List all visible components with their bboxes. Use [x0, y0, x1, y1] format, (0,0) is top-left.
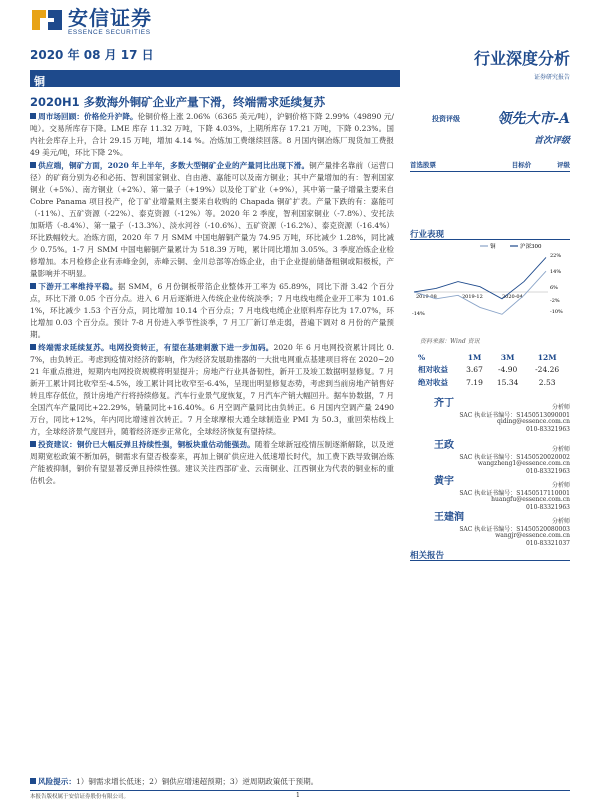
- table-header-cell: 1M: [467, 353, 482, 362]
- table-row: [418, 376, 568, 389]
- table-header-cell: 3M: [500, 353, 515, 362]
- analyst-name: 王建润: [434, 512, 464, 523]
- report-type: 行业深度分析: [473, 49, 570, 68]
- analyst-phone: 010-83321963: [525, 426, 570, 433]
- analyst-title: 分析师: [551, 404, 570, 411]
- table-header-cell: 12M: [537, 353, 557, 362]
- y-tick: 14%: [550, 269, 562, 275]
- brand-name: 安信证券: [68, 5, 152, 30]
- table-row: [418, 363, 568, 376]
- perf-title: 行业表现: [410, 230, 445, 240]
- industry-label: 铜: [34, 75, 45, 88]
- analyst-cert: SAC 执业证书编号：S1450520080003: [459, 526, 570, 533]
- bullet-square-icon: [30, 778, 36, 784]
- analyst-email[interactable]: qiding@essence.com.cn: [497, 418, 570, 425]
- y-tick: -14%: [412, 311, 425, 317]
- y-tick: 6%: [550, 285, 558, 291]
- table-cell: 3.67: [466, 365, 483, 374]
- analyst-phone: 010-83321963: [525, 504, 570, 511]
- x-tick: 2019-08: [416, 294, 437, 300]
- y-tick: -10%: [550, 309, 563, 315]
- table-cell: 绝对收益: [418, 378, 448, 387]
- table-header-cell: %: [418, 353, 426, 362]
- bullet-square-icon: [30, 441, 36, 447]
- y-tick: 22%: [550, 253, 562, 259]
- table-cell: -4.90: [498, 365, 518, 374]
- logo-mark-icon: [30, 6, 64, 36]
- selected-stock-col: 首选股票: [410, 161, 436, 169]
- analyst-email[interactable]: wangzheng1@essence.com.cn: [477, 460, 570, 467]
- headline: 2020H1 多数海外铜矿企业产量下滑，终端需求延续复苏: [30, 95, 326, 109]
- analyst-phone: 010-83321037: [525, 540, 570, 547]
- series-line-copper: [414, 271, 546, 314]
- paragraph-supply: 供应端，铜矿方面，2020 年上半年，多数大型铜矿企业的产量同比出现下滑。铜产量排名靠前（运营口径）的矿商分别为必和必拓、智利国家铜业、自由港、嘉能可以及南方铜业；其中产量增加的有：智利国家铜业（+5%）、南方铜业（+2%）、第一量子（+19%）以及伦丁矿业（+9%），其中第一量子增量主要来自 Cobre Panama 项目投产，伦丁矿业增量则主要来自收购的 Chapada 铜矿扩表。产量下跌的有：嘉能可（-11%）、五矿资源（-22%）、泰克资源（-12%）等。2020 年 2 季度，智利国家铜业（-7.8%）、安托法加斯塔（-8.4%）、第一量子（-13.3%）、淡水河谷（-10.6%）、五矿资源（-16.2%）、泰克资源（-16.4%）环比跌幅较大。冶炼方面，2020 年 7 月 SMM 中国电解铜产量为 74.95 万吨，环比减少 1.28%，同比减少 0.75%。1-7 月 SMM 中国电解铜产量累计为 518.39 万吨，累计同比增加 3.05%。3 季度冶炼企业检修增加。本月检修企业有赤峰金剑，赤峰云铜、金川总部等冶炼企业，由于企业提前储备粗铜或阳极板，产量影响并不明显。: [30, 161, 395, 278]
- risk-notice: 风险提示：1）铜需求增长低迷；2）铜供应增速超预期；3）逆周期政策低于预期。: [30, 776, 394, 787]
- analyst-cert: SAC 执业证书编号：S1450520020002: [459, 454, 570, 461]
- selected-divider: [410, 171, 570, 172]
- target-price-col: 目标价: [511, 161, 532, 169]
- analyst-name: 齐丁: [434, 398, 454, 409]
- rating-col: 评级: [557, 161, 570, 169]
- table-cell: 15.34: [496, 378, 519, 387]
- bullet-square-icon: [30, 162, 36, 168]
- paragraph-investment: 投资建议：铜价已大幅反弹且持续性强，铜板块重估动能强劲。随着全球新冠疫情压制逐渐解除，以及逆周期宽松政策不断加码，铜需求有望否极泰来，再加上铜矿供应进入低速增长时代，加工费下跌导致铜冶炼产能被抑制，铜价有望显著反弹且持续性强。建议关注西部矿业、云南铜业、江西铜业为代表的铜业标的重估机会。: [30, 440, 395, 485]
- analyst-email[interactable]: huangfu@essence.com.cn: [491, 496, 570, 503]
- industry-perf-chart: [410, 240, 570, 330]
- selected-stocks-header: [410, 160, 570, 169]
- bullet-square-icon: [30, 344, 36, 350]
- paragraph-market: 周市场回顾：价格伦升沪降。伦铜价格上涨 2.06%（6365 美元/吨），沪铜价格下降 2.99%（49890 元/吨）。交易所库存下降。LME 库存 11.32 万吨，下降 4.03%，上期所库存 17.21 万吨，下降 0.23%。国内社会库存上升，合计 29.15 万吨，增加 4.14 %。冶炼加工费继续回落。8 月国内铜冶炼厂现货加工费报 49 美元/吨，环比下降 2%。: [30, 112, 394, 157]
- performance-table: [418, 352, 568, 389]
- report-subtitle: 证券研究报告: [533, 74, 570, 81]
- rating-value: 领先大市-A: [497, 111, 570, 127]
- analyst-name: 黄宇: [434, 476, 454, 487]
- analyst-cert: SAC 执业证书编号：S1450513090001: [459, 412, 570, 419]
- bullet-square-icon: [30, 113, 36, 119]
- table-cell: 相对收益: [418, 365, 448, 374]
- related-reports-title: 相关报告: [410, 551, 445, 561]
- paragraph-downstream: 下游开工率维持平稳。据 SMM，6 月份铜板带箔企业整体开工率为 65.89%，同比下滑 3.42 个百分点，环比下滑 0.05 个百分点。进入 6 月后逐渐进入传统企业传统淡季；7 月电线电缆企业开工率为 101.61%，环比减少 1.53 个百分点，同比增加 10.14 个百分点；7 月电线电缆企业原料库存比为 17.07%，环比增加 0.03 个百分点。预计 7-8 月份进入季节性淡季，7 月工厂新订单走弱，普遍下调对 8 月份的产量预期。: [30, 282, 395, 339]
- analyst-title: 分析师: [551, 518, 570, 525]
- main-body: [30, 111, 394, 488]
- analyst-title: 分析师: [551, 446, 570, 453]
- page-number: 1: [296, 792, 300, 799]
- paragraph-demand: 终端需求延续复苏。电网投资转正，有望在基建刺激下进一步加码。2020 年 6 月电网投资累计同比 0.7%，由负转正。考虑到疫情对经济的影响，作为经济发展助推器的一大批电网重点基建项目将在 2020~2021 年重点推进，短期内电网投资规模将明显提升；房地产行业具备韧性，新开工及竣工数据明显修复。7 月新开工累计同比收窄至-4.5%，竣工累计同比收窄至-6.4%，呈现出明显修复态势，考虑到当前房地产销售好转且库存低位，预计房地产行将持续修复。汽车行业景气度恢复，7 月汽车产销大幅回升。据车协数据，7 月全国汽车产量同比+22.29%，销量同比+16.40%。6 月空调产量同比由负转正。6 月国内空调产量 2490 万台，同比+12%，年内同比增速首次转正。7 月全球摩根大通全球制造业 PMI 为 50.3，重回荣枯线上方，全球经济景气度回升，随着经济逐步正常化，全球经济恢复有望持续。: [30, 343, 394, 436]
- brand-name-en: ESSENCE SECURITIES: [68, 28, 151, 36]
- analyst-name: 王政: [434, 440, 454, 451]
- analyst-cert: SAC 执业证书编号：S1450517110001: [459, 490, 570, 497]
- rating-label: 投资评级: [432, 114, 460, 123]
- footer-divider: [30, 790, 570, 791]
- table-cell: -24.26: [535, 365, 560, 374]
- logo: [30, 6, 152, 36]
- related-divider: [410, 560, 570, 561]
- x-tick: 2020-04: [502, 294, 523, 300]
- x-tick: 2019-12: [462, 294, 483, 300]
- rating-status: 首次评级: [533, 136, 570, 146]
- table-cell: 7.19: [466, 378, 483, 387]
- industry-bar: [30, 70, 400, 87]
- report-date: 2020 年 08 月 17 日: [30, 48, 154, 62]
- legend-copper: 铜: [490, 244, 496, 250]
- analyst-email[interactable]: wangjr@essence.com.cn: [495, 532, 570, 539]
- footer-text: 本报告版权属于安信证券股份有限公司。: [30, 794, 130, 800]
- y-tick: -2%: [550, 298, 560, 304]
- table-cell: 2.53: [538, 378, 556, 387]
- chart-source: 资料来源：Wind 资讯: [420, 338, 480, 345]
- table-header-row: [418, 352, 568, 363]
- legend-csi300: 沪深300: [520, 244, 542, 250]
- analyst-title: 分析师: [551, 482, 570, 489]
- analyst-phone: 010-83321963: [525, 468, 570, 475]
- bullet-square-icon: [30, 283, 36, 289]
